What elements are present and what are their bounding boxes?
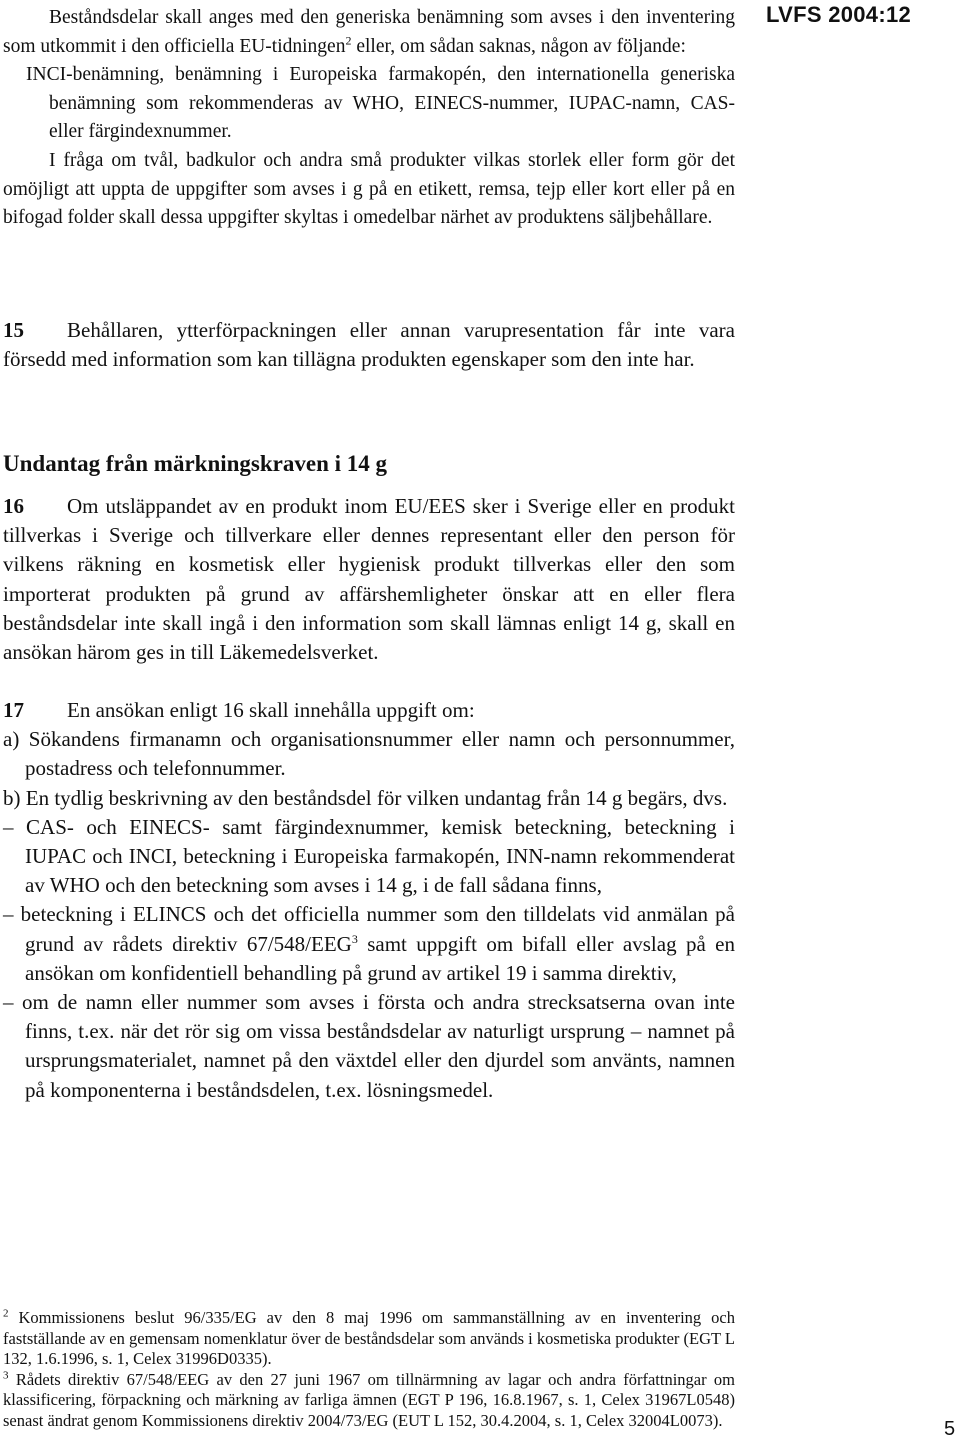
page-number: 5: [944, 1418, 956, 1440]
list-item-a: a) Sökandens firmanamn och organisationsnummer eller namn och personnummer, postadress och telefonnummer.: [3, 727, 735, 781]
inci-list-paragraph: INCI-benämning, benämning i Europeiska farmakopén, den internationella generiska benämning som rekommenderas av WHO, EINECS-nummer, IUPAC-namn, CAS- eller färgindexnummer.: [26, 64, 735, 143]
soap-paragraph: I fråga om tvål, badkulor och andra små produkter vilkas storlek eller form gör det omöjligt att uppta de uppgifter som avses i g på en etikett, remsa, tejp eller kort eller på en bifogad folder skall dessa uppgifter skyltas i omedelbar närhet av produktens säljbehållare.: [3, 149, 735, 229]
intro-text: [3, 4, 735, 233]
footnote-ref-2: 2: [345, 33, 352, 48]
document-id: LVFS 2004:12: [766, 2, 912, 27]
section-text: Om utsläppandet av en produkt inom EU/EES sker i Sverige eller en produkt tillverkas i Sverige och tillverkare eller dennes representant eller den person för vilkens räkning en kosmetisk eller hygienisk produkt tillverkas eller den som importerat produkten på grund av affärshemligheter önskar att en eller flera beståndsdelar inte skall ingå i den information som skall lämnas enligt 14 g, skall en ansökan härom ges in till Läkemedelsverket.: [3, 494, 735, 665]
section-16: [3, 492, 735, 667]
list-item-b: b) En tydlig beskrivning av den beståndsdel för vilken undantag från 14 g begärs, dvs.: [3, 785, 728, 810]
intro-paragraph: Beståndsdelar skall anges med den generiska benämning som avses i den inventering som utkommit i den officiella EU-tidningen$^2$ eller, om sådan saknas, någon av följande:: [3, 7, 735, 57]
section-heading: Undantag från märkningskraven i 14 g: [3, 451, 388, 476]
footnotes: [3, 1308, 735, 1432]
section-15: [3, 316, 735, 374]
section-number: 16: [3, 494, 24, 518]
dash-item-1: – CAS- och EINECS- samt färgindexnummer, kemisk beteckning, beteckning i IUPAC och INCI, beteckning i Europeiska farmakopén, INN-namn rekommenderat av WHO och den beteckning som avses i 14 g, i de fall sådana finns,: [3, 814, 735, 898]
footnote-3: $^3$ Rådets direktiv 67/548/EEG av den 27 juni 1967 om tillnärmning av lagar och andra författningar om klassificering, förpackning och märkning av farliga ämnen (EGT P 196, 16.8.1967, s. 1, Celex 31967L0548) senast ändrat genom Kommissionens direktiv 2004/73/EG (EUT L 152, 30.4.2004, s. 1, Celex 32004L0073).: [3, 1369, 735, 1430]
footnote-2: $^2$ Kommissionens beslut 96/335/EG av den 8 maj 1996 om sammanställning av en inventering och fastställande av en gemensam nomenklatur över de beståndsdelar som används i kosmetiska produkter (EGT L 132, 1.6.1996, s. 1, Celex 31996D0335).: [3, 1307, 735, 1369]
dash-item-3: – om de namn eller nummer som avses i första och andra strecksatserna ovan inte finns, t.ex. när det rör sig om vissa beståndsdelar av naturligt ursprung – namnet på ursprungsmaterialet, namnet på den växtdel eller den djurdel som använts, namnen på komponenterna i beståndsdelen, t.ex. lösningsmedel.: [3, 990, 735, 1102]
footnote-ref-3: 3: [351, 931, 358, 946]
section-intro: En ansökan enligt 16 skall innehålla uppgift om:: [67, 698, 475, 722]
section-text: Behållaren, ytterförpackningen eller annan varupresentation får inte vara försedd med information som kan tillägna produkten egenskaper som den inte har.: [3, 318, 735, 372]
section-number: 15: [3, 318, 24, 342]
section-17: [3, 696, 735, 1105]
dash-item-2: – beteckning i ELINCS och det officiella nummer som den tilldelats vid anmälan på grund av rådets direktiv 67/548/EEG$^3$ samt uppgift om bifall eller avslag på en ansökan om konfidentiell behandling på grund av artikel 19 i samma direktiv,: [3, 902, 736, 985]
section-number: 17: [3, 698, 24, 722]
